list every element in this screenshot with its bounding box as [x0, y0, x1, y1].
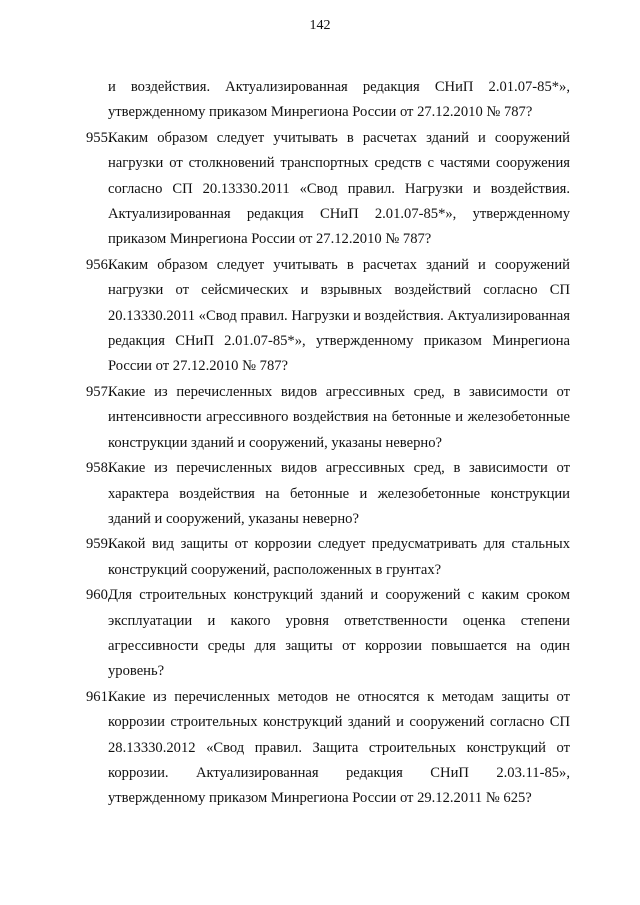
question-text: Какой вид защиты от коррозии следует предусматривать для стальных конструкций сооружений, расположенных в грунтах? — [108, 536, 570, 578]
question-number: 959. — [86, 536, 112, 553]
question-958 — [86, 456, 570, 532]
question-text: Какие из перечисленных видов агрессивных сред, в зависимости от интенсивности агрессивного воздействия на бетонные и железобетонные конструкции зданий и сооружений, указаны неверно? — [108, 383, 570, 451]
question-956 — [86, 253, 570, 380]
question-number: 960. — [86, 587, 112, 604]
page-number: 142 — [309, 18, 331, 33]
question-number: 956. — [86, 256, 112, 273]
continuation-paragraph: и воздействия. Актуализированная редакция СНиП 2.01.07-85*», утвержденному приказом Минрегиона России от 27.12.2010 № 787? — [108, 79, 570, 121]
question-number: 957. — [86, 383, 112, 400]
question-number: 958. — [86, 460, 112, 477]
question-957 — [86, 380, 570, 456]
question-number: 961. — [86, 688, 112, 705]
question-text: Каким образом следует учитывать в расчетах зданий и сооружений нагрузки от столкновений транспортных средств с частями сооружения согласно СП 20.13330.2011 «Свод правил. Нагрузки и воздействия. Актуализированная редакция СНиП 2.01.07-85*», утвержденному приказом Минрегиона России от 27.12.2010 № 787? — [108, 129, 570, 248]
question-955 — [86, 126, 570, 253]
document-body — [86, 75, 570, 812]
question-text: Для строительных конструкций зданий и сооружений с каким сроком эксплуатации и какого уровня ответственности оценка степени агрессивности среды для защиты от коррозии повышается на один уровень? — [108, 587, 570, 680]
question-959 — [86, 532, 570, 583]
question-text: Какие из перечисленных видов агрессивных сред, в зависимости от характера воздействия на бетонные и железобетонные конструкции зданий и сооружений, указаны неверно? — [108, 460, 570, 527]
question-text: Каким образом следует учитывать в расчетах зданий и сооружений нагрузки от сейсмических и взрывных воздействий согласно СП 20.13330.2011 «Свод правил. Нагрузки и воздействия. Актуализированная редакция СНиП 2.01.07-85*», утвержденному приказом Минрегиона России от 27.12.2010 № 787? — [108, 256, 570, 375]
question-960 — [86, 583, 570, 685]
question-text: Какие из перечисленных методов не относятся к методам защиты от коррозии строительных конструкций зданий и сооружений согласно СП 28.13330.2012 «Свод правил. Защита строительных конструкций от коррозии. Актуализированная редакция СНиП 2.03.11-85», утвержденному приказом Минрегиона России от 29.12.2011 № 625? — [108, 688, 570, 807]
question-number: 955. — [86, 129, 112, 146]
question-961 — [86, 685, 570, 812]
